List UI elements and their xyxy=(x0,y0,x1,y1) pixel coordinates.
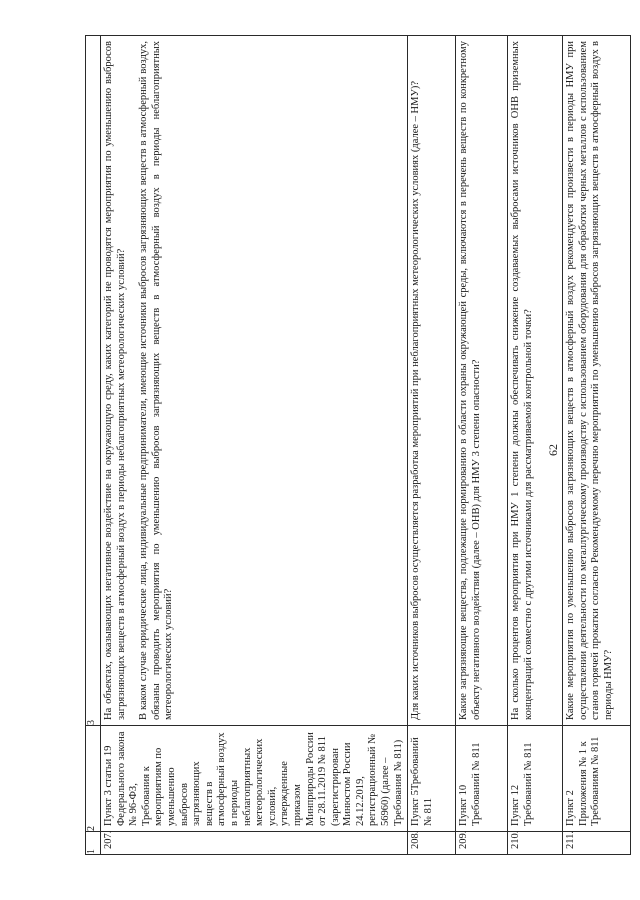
question-text: На объектах, оказывающих негативное воздействие на окружающую среду, каких категорий не проводятся мероприятия по уменьшению выбросов загрязняющих веществ в атмосферный воздух в периоды неблагоприятных метеорологических условий? xyxy=(103,41,127,720)
table-row xyxy=(456,36,508,855)
row-questions xyxy=(563,36,631,726)
header-col-2: 2 xyxy=(86,726,101,832)
question-text: Для каких источников выбросов осуществляется разработка мероприятий при неблагоприятных метеорологических условиях (далее – НМУ)? xyxy=(410,80,422,720)
table-header-row xyxy=(86,36,101,855)
row-questions xyxy=(101,36,408,726)
row-number: 210. xyxy=(508,832,563,855)
header-col-1: 1 xyxy=(86,832,101,855)
table-row xyxy=(408,36,456,855)
row-questions xyxy=(456,36,508,726)
row-questions xyxy=(508,36,563,726)
page-number: 62 xyxy=(546,444,560,456)
row-source: Пункт 3 статьи 19 Федерального закона № 96-ФЗ, Требования к мероприятиям по уменьшению выбросов загрязняющих веществ в атмосферный воздух в периоды неблагоприятных метеорологических условий, утвержденные приказом Минприроды России от 28.11.2019 № 811 (зарегистрирован Минюстом России 24.12.2019, регистрационный № 56960) (далее – Требования № 811) xyxy=(101,726,408,832)
question-text: Какие мероприятия по уменьшению выбросов загрязняющих веществ в атмосферный воздух рекомендуется произвести в периоды НМУ при осуществлении деятельности по металлургическому производству с использованием оборудования для обработки черных металлов с использованием станов горячей прокатки согласно Рекомендуемому перечню мероприятий по уменьшению выбросов загрязняющих веществ в атмосферный воздух в периоды НМУ? xyxy=(565,41,615,720)
row-source: Пункт 12 Требований № 811 xyxy=(508,726,563,832)
row-questions xyxy=(408,36,456,726)
row-source: Пункт 2 Приложения № 1 к Требованиям № 811 xyxy=(563,726,631,832)
question-text: В каком случае юридические лица, индивидуальные предприниматели, имеющие источники выбросов загрязняющих веществ в атмосферный воздух, обязаны проводить мероприятия по уменьшению выбросов загрязняющих веществ в атмосферный воздух в периоды неблагоприятных метеорологических условий? xyxy=(138,41,175,720)
row-number: 211. xyxy=(563,832,631,855)
row-number: 208. xyxy=(408,832,456,855)
questions-table xyxy=(85,35,631,855)
row-number: 207. xyxy=(101,832,408,855)
table-row xyxy=(563,36,631,855)
question-text: На сколько процентов мероприятия при НМУ 1 степени должны обеспечивать снижение создаваемых выбросами источников ОНВ приземных концентраций совместно с другими источниками для рассматриваемой контрольной точки? xyxy=(510,41,534,720)
row-source: Пункт 10 Требований № 811 xyxy=(456,726,508,832)
row-source: Пункт 5Требований № 811 xyxy=(408,726,456,832)
table-row xyxy=(101,36,408,855)
question-text: Какие загрязняющие вещества, подлежащие нормированию в области охраны окружающей среды, включаются в перечень веществ по конкретному объекту негативного воздействия (далее – ОНВ) для НМУ 3 степени опасности? xyxy=(458,41,482,720)
row-number: 209. xyxy=(456,832,508,855)
table-row xyxy=(508,36,563,855)
header-col-3: 3 xyxy=(86,36,101,726)
